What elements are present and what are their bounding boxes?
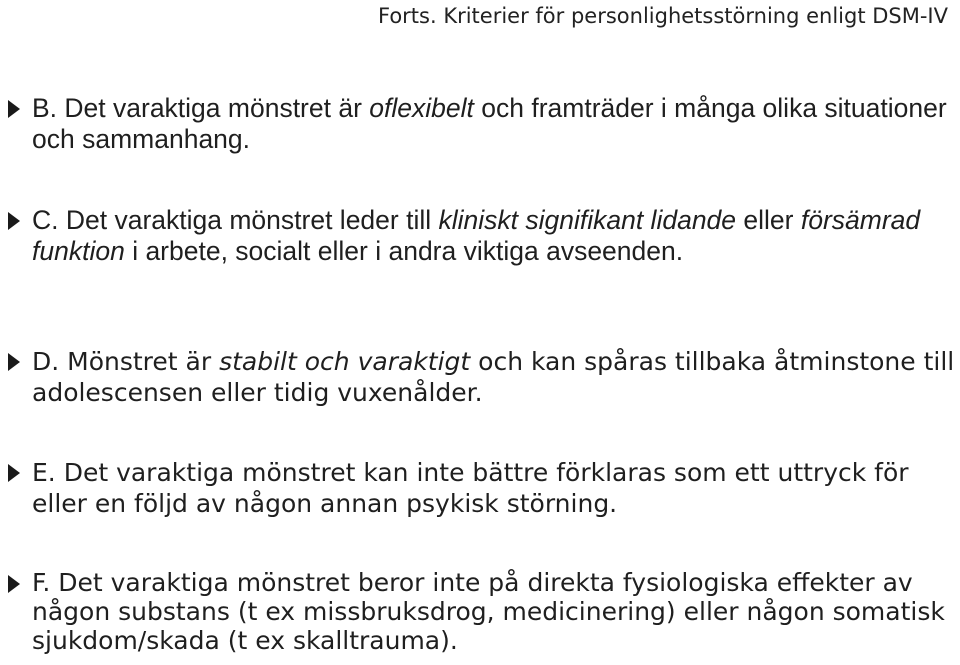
bullet-f-text: F. Det varaktiga mönstret beror inte på direkta fysiologiska effekter av någon substans (t ex missbruksdrog, medicinering) eller någon somatisk sjukdom/skada (t ex skalltrauma). [32,568,945,655]
bullet-b [8,93,956,155]
bullet-d-text: D. Mönstret är stabilt och varaktigt och kan spåras tillbaka åtminstone till adolescensen eller tidig vuxenålder. [32,347,955,407]
bullet-arrow-icon [8,464,20,482]
bullet-arrow-icon [8,212,20,230]
bullet-b-text: B. Det varaktiga mönstret är oflexibelt och framträder i många olika situationer och sammanhang. [32,93,947,154]
bullet-e-text: E. Det varaktiga mönstret kan inte bättre förklaras som ett uttryck för eller en följd av någon annan psykisk störning. [32,458,909,518]
bullet-arrow-icon [8,353,20,371]
bullet-arrow-icon [8,100,20,118]
bullet-c [8,205,956,267]
bullet-e [8,457,956,519]
bullet-d [8,346,956,408]
slide-title: Forts. Kriterier för personlighetsstörning enligt DSM-IV [377,4,948,28]
bullet-f [8,568,956,655]
bullet-arrow-icon [8,575,20,593]
bullet-c-text: C. Det varaktiga mönstret leder till kliniskt signifikant lidande eller försämrad funktion i arbete, socialt eller i andra viktiga avseenden. [32,205,921,266]
